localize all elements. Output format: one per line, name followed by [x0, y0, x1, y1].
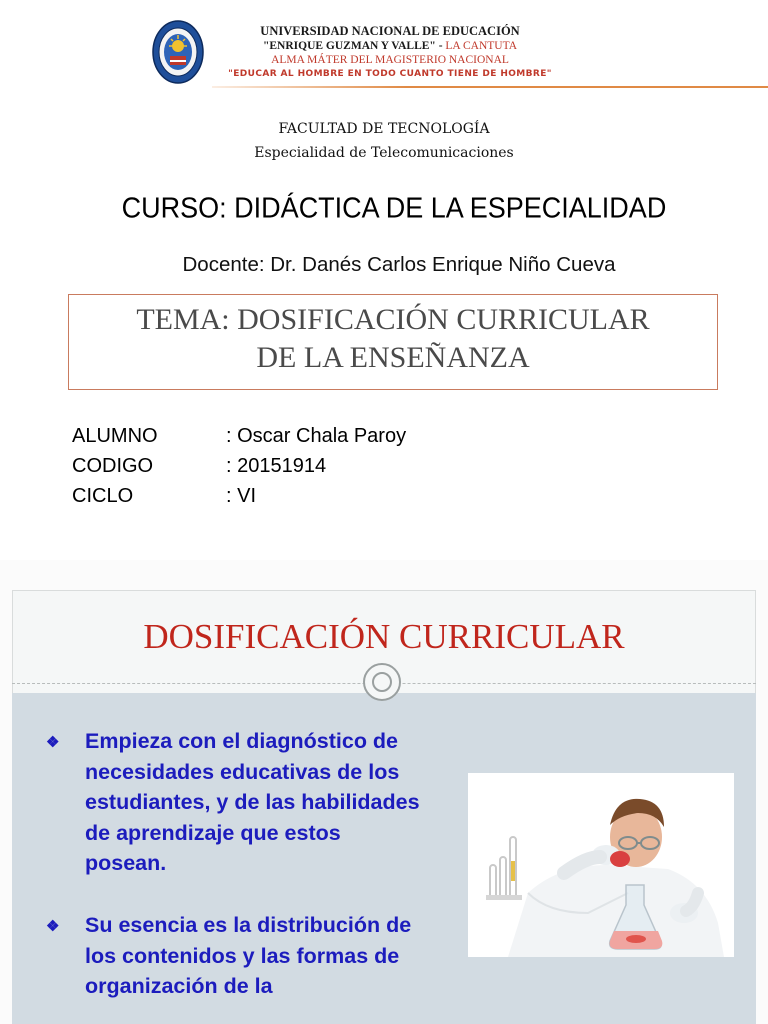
- topic-box: [68, 294, 718, 390]
- code-value: : 20151914: [226, 455, 327, 477]
- cycle-value: : VI: [226, 485, 257, 507]
- university-person: [220, 39, 560, 53]
- course-title: CURSO: DIDÁCTICA DE LA ESPECIALIDAD: [121, 192, 667, 224]
- specialty-name: Especialidad de Telecomunicaciones: [254, 145, 514, 161]
- diamond-bullet-icon: ❖: [46, 734, 60, 751]
- student-label: ALUMNO: [72, 425, 158, 447]
- slide-title: DOSIFICACIÓN CURRICULAR: [143, 617, 625, 656]
- list-item: [46, 910, 426, 1002]
- teacher-name: Docente: Dr. Danés Carlos Enrique Niño Cueva: [182, 253, 616, 276]
- student-row: [72, 425, 406, 448]
- topic-line-1: TEMA: DOSIFICACIÓN CURRICULAR: [136, 303, 650, 336]
- topic-title: [69, 301, 717, 377]
- topic-line-2: DE LA ENSEÑANZA: [256, 341, 530, 374]
- code-label: CODIGO: [72, 455, 154, 477]
- cycle-row: [72, 485, 256, 508]
- student-value: : Oscar Chala Paroy: [226, 425, 407, 447]
- faculty-name: FACULTAD DE TECNOLOGÍA: [278, 121, 490, 137]
- university-motto: ALMA MÁTER DEL MAGISTERIO NACIONAL: [271, 54, 509, 66]
- university-name: UNIVERSIDAD NACIONAL DE EDUCACIÓN: [260, 24, 520, 38]
- scientist-laboratory-photo: [468, 773, 734, 957]
- code-row: [72, 455, 326, 478]
- header-divider: [212, 86, 768, 88]
- bullet-text: Empieza con el diagnóstico de necesidades educativas de los estudiantes, y de las habilidades de aprendizaje que estos posean.: [85, 729, 420, 875]
- ring-ornament-icon: [363, 663, 401, 701]
- list-item: [46, 726, 426, 879]
- cycle-label: CICLO: [72, 485, 134, 507]
- university-slogan: "EDUCAR AL HOMBRE EN TODO CUANTO TIENE DE HOMBRE": [228, 69, 552, 79]
- university-seal-icon: [152, 20, 204, 84]
- ring-inner: [372, 672, 392, 692]
- scientist-illustration: [468, 773, 734, 957]
- bullet-text: Su esencia es la distribución de los contenidos y las formas de organización de la: [85, 913, 412, 998]
- diamond-bullet-icon: ❖: [46, 918, 60, 935]
- university-place: LA CANTUTA: [445, 40, 517, 52]
- university-person-name: "ENRIQUE GUZMAN Y VALLE" -: [262, 40, 443, 52]
